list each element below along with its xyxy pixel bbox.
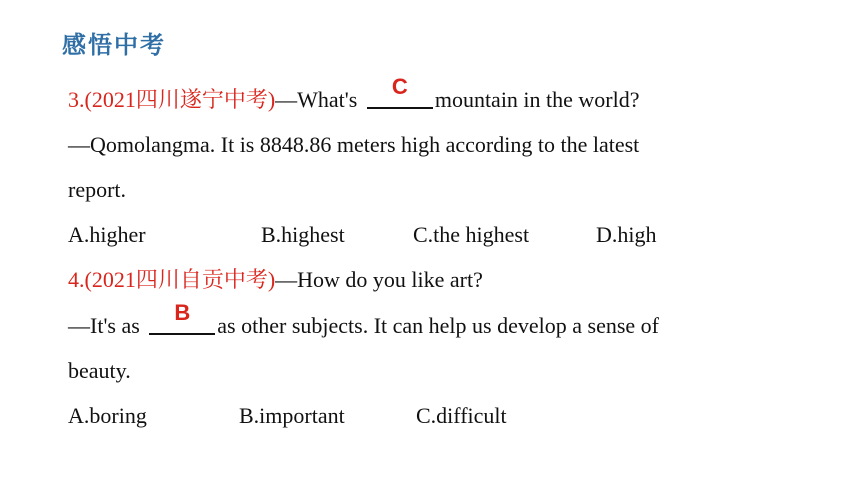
- question-3-answer: C: [391, 74, 408, 99]
- question-4-question: —How do you like art?: [275, 267, 483, 292]
- question-3-blank: [367, 74, 433, 109]
- question-4-line-1: [68, 265, 483, 295]
- question-3-line-2: —Qomolangma. It is 8848.86 meters high according to the latest: [68, 132, 640, 157]
- question-4-answer: B: [174, 300, 191, 325]
- question-3-line-3: report.: [68, 177, 127, 202]
- question-4-option-a: A.boring: [68, 403, 147, 428]
- question-4-option-b: B.important: [239, 403, 345, 428]
- question-4-prompt-end: as other subjects. It can help us develop a sense of: [217, 313, 659, 338]
- question-3-prompt-start: —What's: [275, 87, 363, 112]
- question-4-source: 4.(2021四川自贡中考): [68, 267, 276, 292]
- question-4-prompt-start: —It's as: [68, 313, 146, 338]
- section-heading: 感悟中考: [62, 31, 166, 59]
- question-3-source: 3.(2021四川遂宁中考): [68, 87, 276, 112]
- question-3-line-1: [68, 74, 640, 115]
- question-3-option-a: A.higher: [68, 222, 146, 247]
- question-3-prompt-end: mountain in the world?: [434, 87, 640, 112]
- question-4-option-c: C.difficult: [416, 403, 507, 428]
- question-4-blank: [149, 300, 215, 335]
- question-3-option-d: D.high: [596, 222, 657, 247]
- question-3-option-b: B.highest: [261, 222, 345, 247]
- question-4-line-3: beauty.: [68, 358, 131, 383]
- question-3-option-c: C.the highest: [413, 222, 530, 247]
- question-4-line-2: [68, 300, 659, 341]
